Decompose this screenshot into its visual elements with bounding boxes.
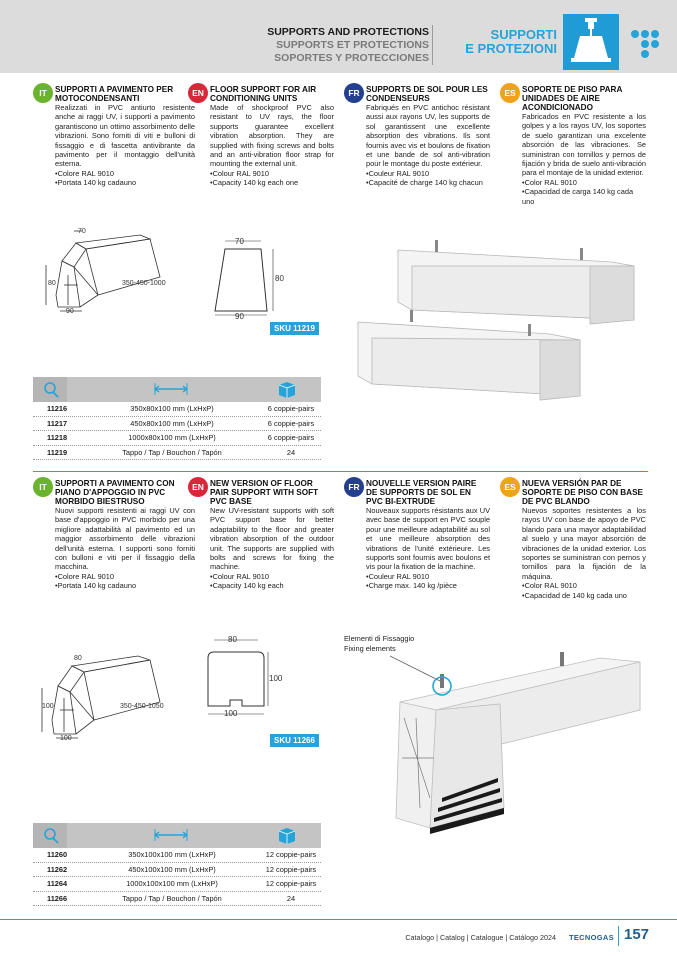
table-row <box>33 446 321 461</box>
brand-dots-icon <box>630 29 660 59</box>
row-pack: 24 <box>286 447 296 457</box>
product2-fr-title: NOUVELLE VERSION PAIRE DE SUPPORTS DE SOL EN PVC BI-EXTRUDE <box>366 479 477 506</box>
product1-fr-body: Fabriqués en PVC antichoc résistant aussi aux rayons UV, les supports de sol garantissent une excellente absorption des vibrations. Ils sont fournis avec vis et boulons de fixation et une bande de sol anti-vibration pour le montage du poste extérieur. <box>366 103 490 169</box>
product2-en-bullet: • Colour RAL 9010 <box>210 572 334 581</box>
table-row <box>33 863 321 878</box>
table-row <box>33 892 321 907</box>
product1-section-drawing <box>205 233 295 321</box>
product1-fr-bullet: • Capacité de charge 140 kg chacun <box>366 178 490 187</box>
table-header <box>33 377 321 402</box>
lang-badge-fr: FR <box>344 477 364 497</box>
product1-photo <box>350 232 650 432</box>
row-dimensions: Tappo / Tap / Bouchon / Tapón <box>122 447 222 457</box>
table-row <box>33 848 321 863</box>
product1-it-bullet: • Portata 140 kg cadauno <box>55 178 195 187</box>
row-dimensions: 1000x100x100 mm (LxHxP) <box>126 879 218 888</box>
product1-es-title: SOPORTE DE PISO PARA UNIDADES DE AIRE ACONDICIONADO <box>522 85 623 112</box>
page-header <box>0 0 677 73</box>
lang-badge-en: EN <box>188 83 208 103</box>
row-pack: 24 <box>286 893 296 903</box>
row-pack: 12 coppie-pairs <box>265 850 317 859</box>
product1-en-title: FLOOR SUPPORT FOR AIR CONDITIONING UNITS <box>210 85 317 103</box>
row-pack: 12 coppie-pairs <box>265 864 317 874</box>
product2-es-bullet: • Capacidad de 140 kg cada uno <box>522 591 646 600</box>
footer-rule <box>0 919 677 920</box>
product2-en-body: New UV-resistant supports with soft PVC support base for better adaptability to the floor and greater vibration absorption of the outdoor unit. The supports are supplied with bolts and screws for fixing the machine. <box>210 506 334 572</box>
dimensions-icon <box>151 377 191 402</box>
support-icon <box>563 14 619 70</box>
product2-en-title: NEW VERSION OF FLOOR PAIR SUPPORT WITH SOFT PVC BASE <box>210 479 319 506</box>
category-title <box>465 28 557 56</box>
product2-dim-side: 100 <box>42 703 54 710</box>
footer-catalog-text: Catalogo | Catalog | Catalogue | Catálogo 2024 <box>405 933 556 942</box>
table-row <box>33 431 321 446</box>
search-icon <box>33 823 67 848</box>
product1-en-body: Made of shockproof PVC also resistant to UV rays, the floor supports guarantee excellent vibration absorption. They are supplied with fixing screws and bolts and an anti-vibration floor strap for mounting the external unit. <box>210 103 334 169</box>
product2-en <box>192 479 334 591</box>
row-code: 11264 <box>47 879 68 888</box>
product1-sec-height: 80 <box>275 274 284 283</box>
product2-it-bullet: • Portata 140 kg cadauno <box>55 581 195 590</box>
table-row <box>33 402 321 417</box>
product2-table <box>33 823 321 906</box>
product2-es-title: NUEVA VERSIÓN PAR DE SOPORTE DE PISO CON BASE DE PVC BLANDO <box>522 479 644 506</box>
product1-fr <box>348 85 490 188</box>
row-code: 11262 <box>47 864 68 874</box>
product2-dim-length: 350-450-1050 <box>120 703 164 710</box>
product1-it-body: Realizzati in PVC antiurto resistente anche ai raggi UV, i supporti a pavimento garantiscono un ottimo assorbimento delle vibrazioni. Sono forniti di viti e bulloni di fissaggio e di fascetta antivibrante da pavimento per il montaggio dell'unità esterna. <box>55 103 195 169</box>
product1-es-bullet: • Color RAL 9010 <box>522 178 646 187</box>
product2-it-bullet: • Colore RAL 9010 <box>55 572 195 581</box>
lang-badge-it: IT <box>33 477 53 497</box>
product2-es <box>504 479 646 600</box>
row-code: 11217 <box>47 418 68 428</box>
product1-es <box>504 85 646 206</box>
product1-sec-base: 90 <box>235 312 244 321</box>
product1-en-bullet: • Capacity 140 kg each one <box>210 178 334 187</box>
row-code: 11219 <box>47 447 68 457</box>
product1-table <box>33 377 321 460</box>
product2-es-bullet: • Color RAL 9010 <box>522 581 646 590</box>
product2-dim-base: 100 <box>60 735 72 742</box>
product2-sku-badge: SKU 11266 <box>270 734 319 747</box>
row-pack: 12 coppie-pairs <box>265 879 317 888</box>
product2-dim-top: 80 <box>74 655 82 662</box>
product2-it-body: Nuovi supporti resistenti ai raggi UV con base d'appoggio in PVC morbido per una migliore adattabilità al pavimento ed un maggior assorbimento delle vibrazioni dell'unità esterna. I supporti sono forniti con bulloni e viti per il fissaggio della macchina. <box>55 506 195 572</box>
search-icon <box>33 377 67 402</box>
row-code: 11218 <box>47 433 68 442</box>
product2-sec-base: 100 <box>224 709 238 718</box>
row-pack: 6 coppie-pairs <box>267 404 315 413</box>
lang-badge-it: IT <box>33 83 53 103</box>
product2-it-title: SUPPORTI A PAVIMENTO CON PIANO D'APPOGGIO IN PVC MORBIDO BIESTRUSO <box>55 479 175 506</box>
product2-sec-height: 100 <box>269 674 283 683</box>
product2-fr-bullet: • Couleur RAL 9010 <box>366 572 490 581</box>
product1-fr-bullet: • Couleur RAL 9010 <box>366 169 490 178</box>
section-title-en: SUPPORTS AND PROTECTIONS <box>267 26 429 38</box>
row-pack: 6 coppie-pairs <box>267 433 315 442</box>
fixing-label-en: Fixing elements <box>344 644 396 653</box>
product1-dim-length: 350-450-1000 <box>122 280 166 287</box>
product1-en-bullet: • Colour RAL 9010 <box>210 169 334 178</box>
product1-es-bullet: • Capacidad de carga 140 kg cada uno <box>522 187 646 206</box>
row-pack: 6 coppie-pairs <box>267 418 315 428</box>
row-dimensions: 450x100x100 mm (LxHxP) <box>128 864 216 874</box>
product2-en-bullet: • Capacity 140 kg each <box>210 581 334 590</box>
lang-badge-es: ES <box>500 477 520 497</box>
footer-divider <box>618 926 619 946</box>
product1-dim-side: 80 <box>48 280 56 287</box>
section-divider <box>33 471 648 472</box>
product1-fr-title: SUPPORTS DE SOL POUR LES CONDENSEURS <box>366 85 488 103</box>
product2-photo <box>390 648 645 848</box>
row-code: 11260 <box>47 850 68 859</box>
product1-dim-top: 70 <box>78 228 86 235</box>
row-dimensions: 350x80x100 mm (LxHxP) <box>130 404 214 413</box>
product2-sec-top: 80 <box>228 635 237 644</box>
table-row <box>33 877 321 892</box>
lang-badge-fr: FR <box>344 83 364 103</box>
footer-brand: TECNOGAS <box>569 933 614 942</box>
section-titles <box>267 26 429 65</box>
product1-sec-top: 70 <box>235 237 244 246</box>
row-dimensions: 1000x80x100 mm (LxHxP) <box>128 433 216 442</box>
row-dimensions: Tappo / Tap / Bouchon / Tapón <box>122 893 222 903</box>
category-title-line2: E PROTEZIONI <box>465 41 557 56</box>
lang-badge-es: ES <box>500 83 520 103</box>
package-icon <box>275 377 299 402</box>
section-title-fr: SUPPORTS ET PROTECTIONS <box>276 39 429 51</box>
package-icon <box>275 823 299 848</box>
row-code: 11266 <box>47 893 68 903</box>
product2-fr-body: Nouveaux supports résistants aux UV avec base de support en PVC souple pour une meilleure adaptabilité au sol et une meilleure absorption des vibrations de l'unité extérieure. Les supports sont fournis avec boulons et vis pour la fixation de la machine. <box>366 506 490 572</box>
lang-badge-en: EN <box>188 477 208 497</box>
header-divider <box>432 25 433 65</box>
product1-dimension-drawing <box>40 225 190 317</box>
product1-it <box>39 85 195 188</box>
product2-dimension-drawing <box>38 648 188 742</box>
product2-it <box>39 479 195 591</box>
row-code: 11216 <box>47 404 68 413</box>
product1-en <box>192 85 334 188</box>
row-dimensions: 450x80x100 mm (LxHxP) <box>130 418 214 428</box>
product1-sku-badge: SKU 11219 <box>270 322 319 335</box>
category-title-line1: SUPPORTI <box>490 27 557 42</box>
product1-it-title: SUPPORTI A PAVIMENTO PER MOTOCONDENSANTI <box>55 85 174 103</box>
page-number: 157 <box>624 926 650 943</box>
product1-it-bullet: • Colore RAL 9010 <box>55 169 195 178</box>
product1-es-body: Fabricados en PVC resistente a los golpes y a los rayos UV, los soportes de suelo garantizan una excelente absorción de las vibraciones. Se suministran con tornillos y pernos de fijación y brida de suelo anti-vibración para el montaje de la unidad exterior. <box>522 112 646 178</box>
dimensions-icon <box>151 823 191 848</box>
product2-es-body: Nuevos soportes resistentes a los rayos UV con base de apoyo de PVC blando para una mayor adaptabilidad al suelo y una mayor absorción de vibraciones de la unidad exterior. Los soportes se suministran con pernos y tornillos para la fijación de la máquina. <box>522 506 646 581</box>
product1-dim-base: 90 <box>66 308 74 315</box>
product2-section-drawing <box>196 630 296 722</box>
product2-fr-bullet: • Charge max. 140 kg /pièce <box>366 581 490 590</box>
product2-fr <box>348 479 490 591</box>
table-header <box>33 823 321 848</box>
row-dimensions: 350x100x100 mm (LxHxP) <box>128 850 216 859</box>
section-title-es: SOPORTES Y PROTECCIONES <box>274 52 429 64</box>
fixing-label-it: Elementi di Fissaggio <box>344 634 415 643</box>
table-row <box>33 417 321 432</box>
